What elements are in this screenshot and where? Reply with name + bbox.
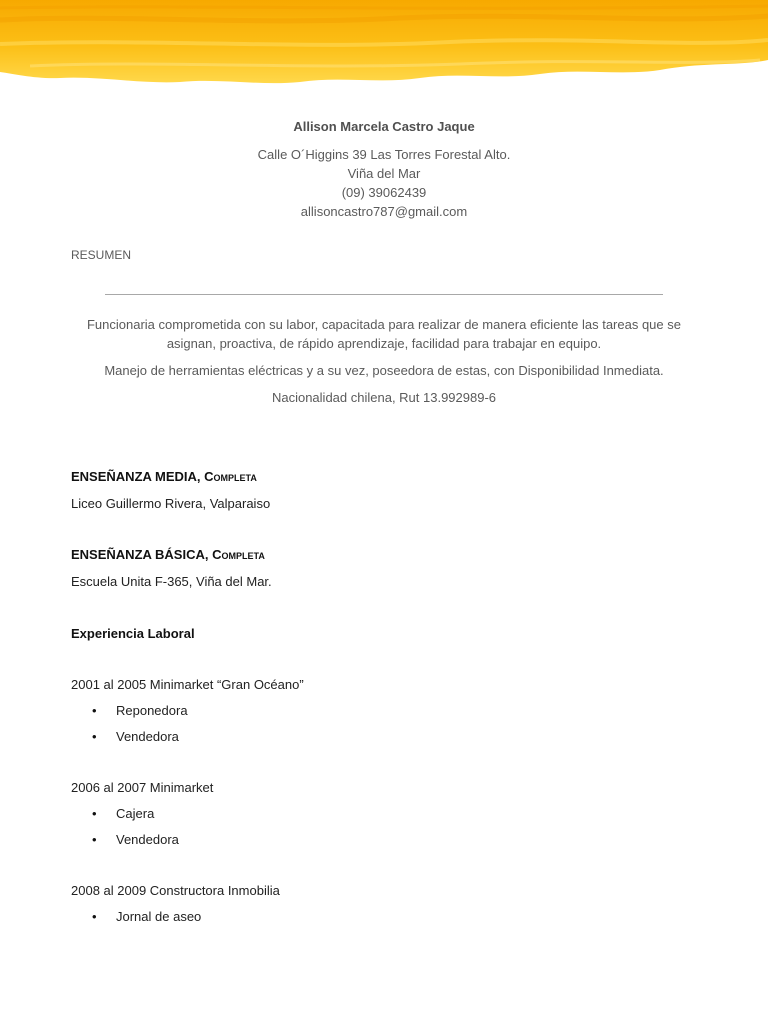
address-line: Calle O´Higgins 39 Las Torres Forestal Alto. (257, 147, 511, 162)
job-title: 2008 al 2009 Constructora Inmobilia (71, 883, 280, 898)
bullet-glyph: • (92, 729, 97, 744)
job-title: 2001 al 2005 Minimarket “Gran Océano” (71, 677, 304, 692)
summary-line-3: Manejo de herramientas eléctricas y a su vez, poseedora de estas, con Disponibilidad Inmediata. (104, 363, 664, 378)
city-line: Viña del Mar (347, 166, 421, 181)
bullet-glyph: • (92, 909, 97, 924)
experience-heading: Experiencia Laboral (71, 626, 195, 641)
education-status: Completa (212, 547, 265, 562)
job-role: Cajera (116, 806, 155, 821)
education-title: ENSEÑANZA BÁSICA, (71, 547, 209, 562)
bullet-glyph: • (92, 806, 97, 821)
summary-line-1: Funcionaria comprometida con su labor, capacitada para realizar de manera eficiente las tareas que se (86, 317, 681, 332)
phone-line: (09) 39062439 (341, 185, 427, 200)
education-heading-secondary (71, 469, 257, 484)
bullet-glyph: • (92, 703, 97, 718)
summary-heading: RESUMEN (71, 248, 132, 262)
job-title: 2006 al 2007 Minimarket (71, 780, 214, 795)
job-role: Reponedora (116, 703, 188, 718)
education-school: Liceo Guillermo Rivera, Valparaiso (71, 496, 271, 511)
education-title: ENSEÑANZA MEDIA, (71, 469, 201, 484)
summary-line-2: asignan, proactiva, de rápido aprendizaje, facilidad para trabajar en equipo. (166, 336, 602, 351)
email-line: allisoncastro787@gmail.com (300, 204, 468, 219)
education-school: Escuela Unita F-365, Viña del Mar. (71, 574, 272, 589)
job-role: Vendedora (116, 729, 179, 744)
bullet-glyph: • (92, 832, 97, 847)
section-divider (105, 294, 663, 295)
candidate-name: Allison Marcela Castro Jaque (293, 119, 475, 134)
job-role: Vendedora (116, 832, 179, 847)
education-status: Completa (204, 469, 257, 484)
education-heading-primary (71, 547, 265, 562)
job-role: Jornal de aseo (116, 909, 202, 924)
summary-line-4: Nacionalidad chilena, Rut 13.992989-6 (271, 390, 497, 405)
yellow-brush-banner (0, 0, 768, 92)
